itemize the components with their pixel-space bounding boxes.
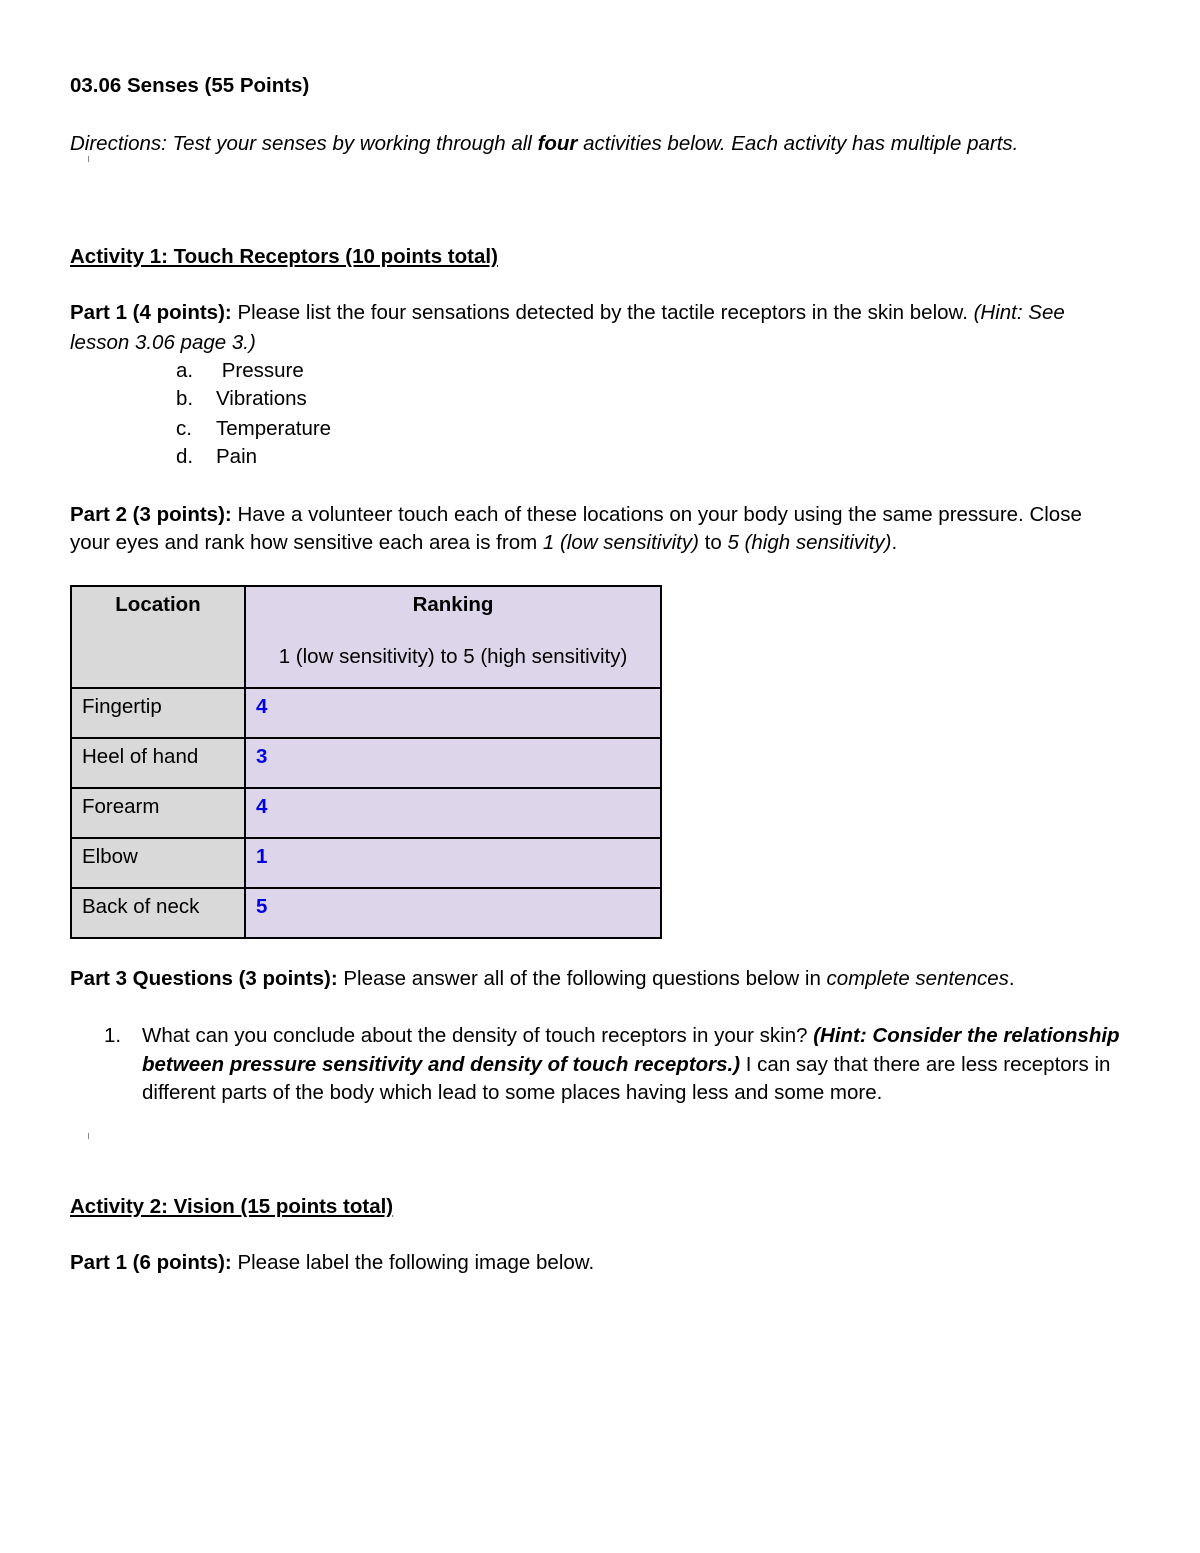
location-cell: Forearm (71, 788, 245, 838)
table-row (71, 688, 661, 738)
part1-hint-continued: lesson 3.06 page 3.) (70, 331, 256, 354)
part1-hint: (Hint: See (973, 301, 1065, 324)
cursor-mark (88, 156, 89, 162)
part2-text-2: your eyes and rank how sensitive each area is from (70, 531, 543, 554)
question-number: 1. (104, 1024, 122, 1047)
location-cell: Back of neck (71, 888, 245, 938)
part2-instructions (70, 501, 1082, 529)
ranking-header-subtitle: 1 (low sensitivity) to 5 (high sensitivity) (278, 645, 628, 668)
part2-label: Part 2 (3 points): (70, 503, 232, 526)
part3-period: . (1008, 967, 1015, 990)
table-row (71, 888, 661, 938)
question-answer[interactable]: I can say that there are less receptors in different parts of the body which lead to some places having less and some more. (142, 1052, 1111, 1104)
location-header: Location (71, 586, 245, 688)
list-text: Pain (216, 445, 258, 468)
rank-cell[interactable]: 5 (245, 888, 661, 938)
list-marker: d. (176, 445, 194, 468)
location-cell: Heel of hand (71, 738, 245, 788)
rank-cell[interactable]: 1 (245, 838, 661, 888)
rank-cell[interactable]: 4 (245, 688, 661, 738)
part3-text: Please answer all of the following questions below in (337, 967, 827, 990)
location-cell: Fingertip (71, 688, 245, 738)
part2-text: Have a volunteer touch each of these locations on your body using the same pressure. Close (231, 503, 1082, 526)
rank-cell[interactable]: 4 (245, 788, 661, 838)
directions-text: Test your senses by working through all (166, 132, 538, 155)
cursor-mark (88, 1133, 89, 1139)
list-item (176, 443, 257, 471)
list-item (176, 415, 331, 443)
list-marker: b. (176, 387, 194, 410)
list-marker: a. (176, 359, 194, 382)
part3-instructions (70, 965, 1015, 993)
table-row (71, 788, 661, 838)
list-item (176, 357, 304, 385)
part2-instructions-continued (70, 529, 897, 557)
question-prompt: What can you conclude about the density of touch receptors in your skin? (142, 1024, 814, 1047)
list-marker: c. (176, 417, 192, 440)
sensitivity-table (70, 585, 662, 939)
activity2-part1-text: Please label the following image below. (231, 1251, 595, 1274)
ranking-header-title: Ranking (412, 593, 494, 616)
question-hint: (Hint: Consider the relationship between pressure sensitivity and density of touch receptors.) (142, 1024, 1120, 1076)
list-text: Temperature (216, 417, 332, 440)
part3-label: Part 3 Questions (3 points): (70, 967, 338, 990)
activity1-heading: Activity 1: Touch Receptors (10 points total) (70, 245, 498, 268)
page-title: 03.06 Senses (55 Points) (70, 74, 310, 97)
list-item (176, 385, 307, 413)
part2-period: . (891, 531, 898, 554)
complete-sentences-text: complete sentences (826, 967, 1009, 990)
directions-text-end: activities below. Each activity has multiple parts. (577, 132, 1019, 155)
list-text: Vibrations (216, 387, 307, 410)
list-text: Pressure (216, 359, 304, 382)
activity2-part1-label: Part 1 (6 points): (70, 1251, 232, 1274)
high-sensitivity-text: 5 (high sensitivity) (727, 531, 892, 554)
directions (70, 130, 1018, 158)
part1-instructions (70, 299, 1065, 327)
table-row (71, 838, 661, 888)
rank-cell[interactable]: 3 (245, 738, 661, 788)
question-text (142, 1022, 1129, 1108)
part1-text: Please list the four sensations detected by the tactile receptors in the skin below. (231, 301, 974, 324)
activity2-part1-instructions (70, 1249, 594, 1277)
low-sensitivity-text: 1 (low sensitivity) (542, 531, 699, 554)
question-item (104, 1022, 1129, 1108)
activity2-heading: Activity 2: Vision (15 points total) (70, 1195, 394, 1218)
directions-label: Directions: (70, 132, 167, 155)
table-row (71, 738, 661, 788)
location-cell: Elbow (71, 838, 245, 888)
table-header-row (71, 586, 661, 688)
directions-emphasis: four (537, 132, 578, 155)
part2-to-text: to (698, 531, 728, 554)
part1-label: Part 1 (4 points): (70, 301, 232, 324)
ranking-header (245, 586, 661, 688)
